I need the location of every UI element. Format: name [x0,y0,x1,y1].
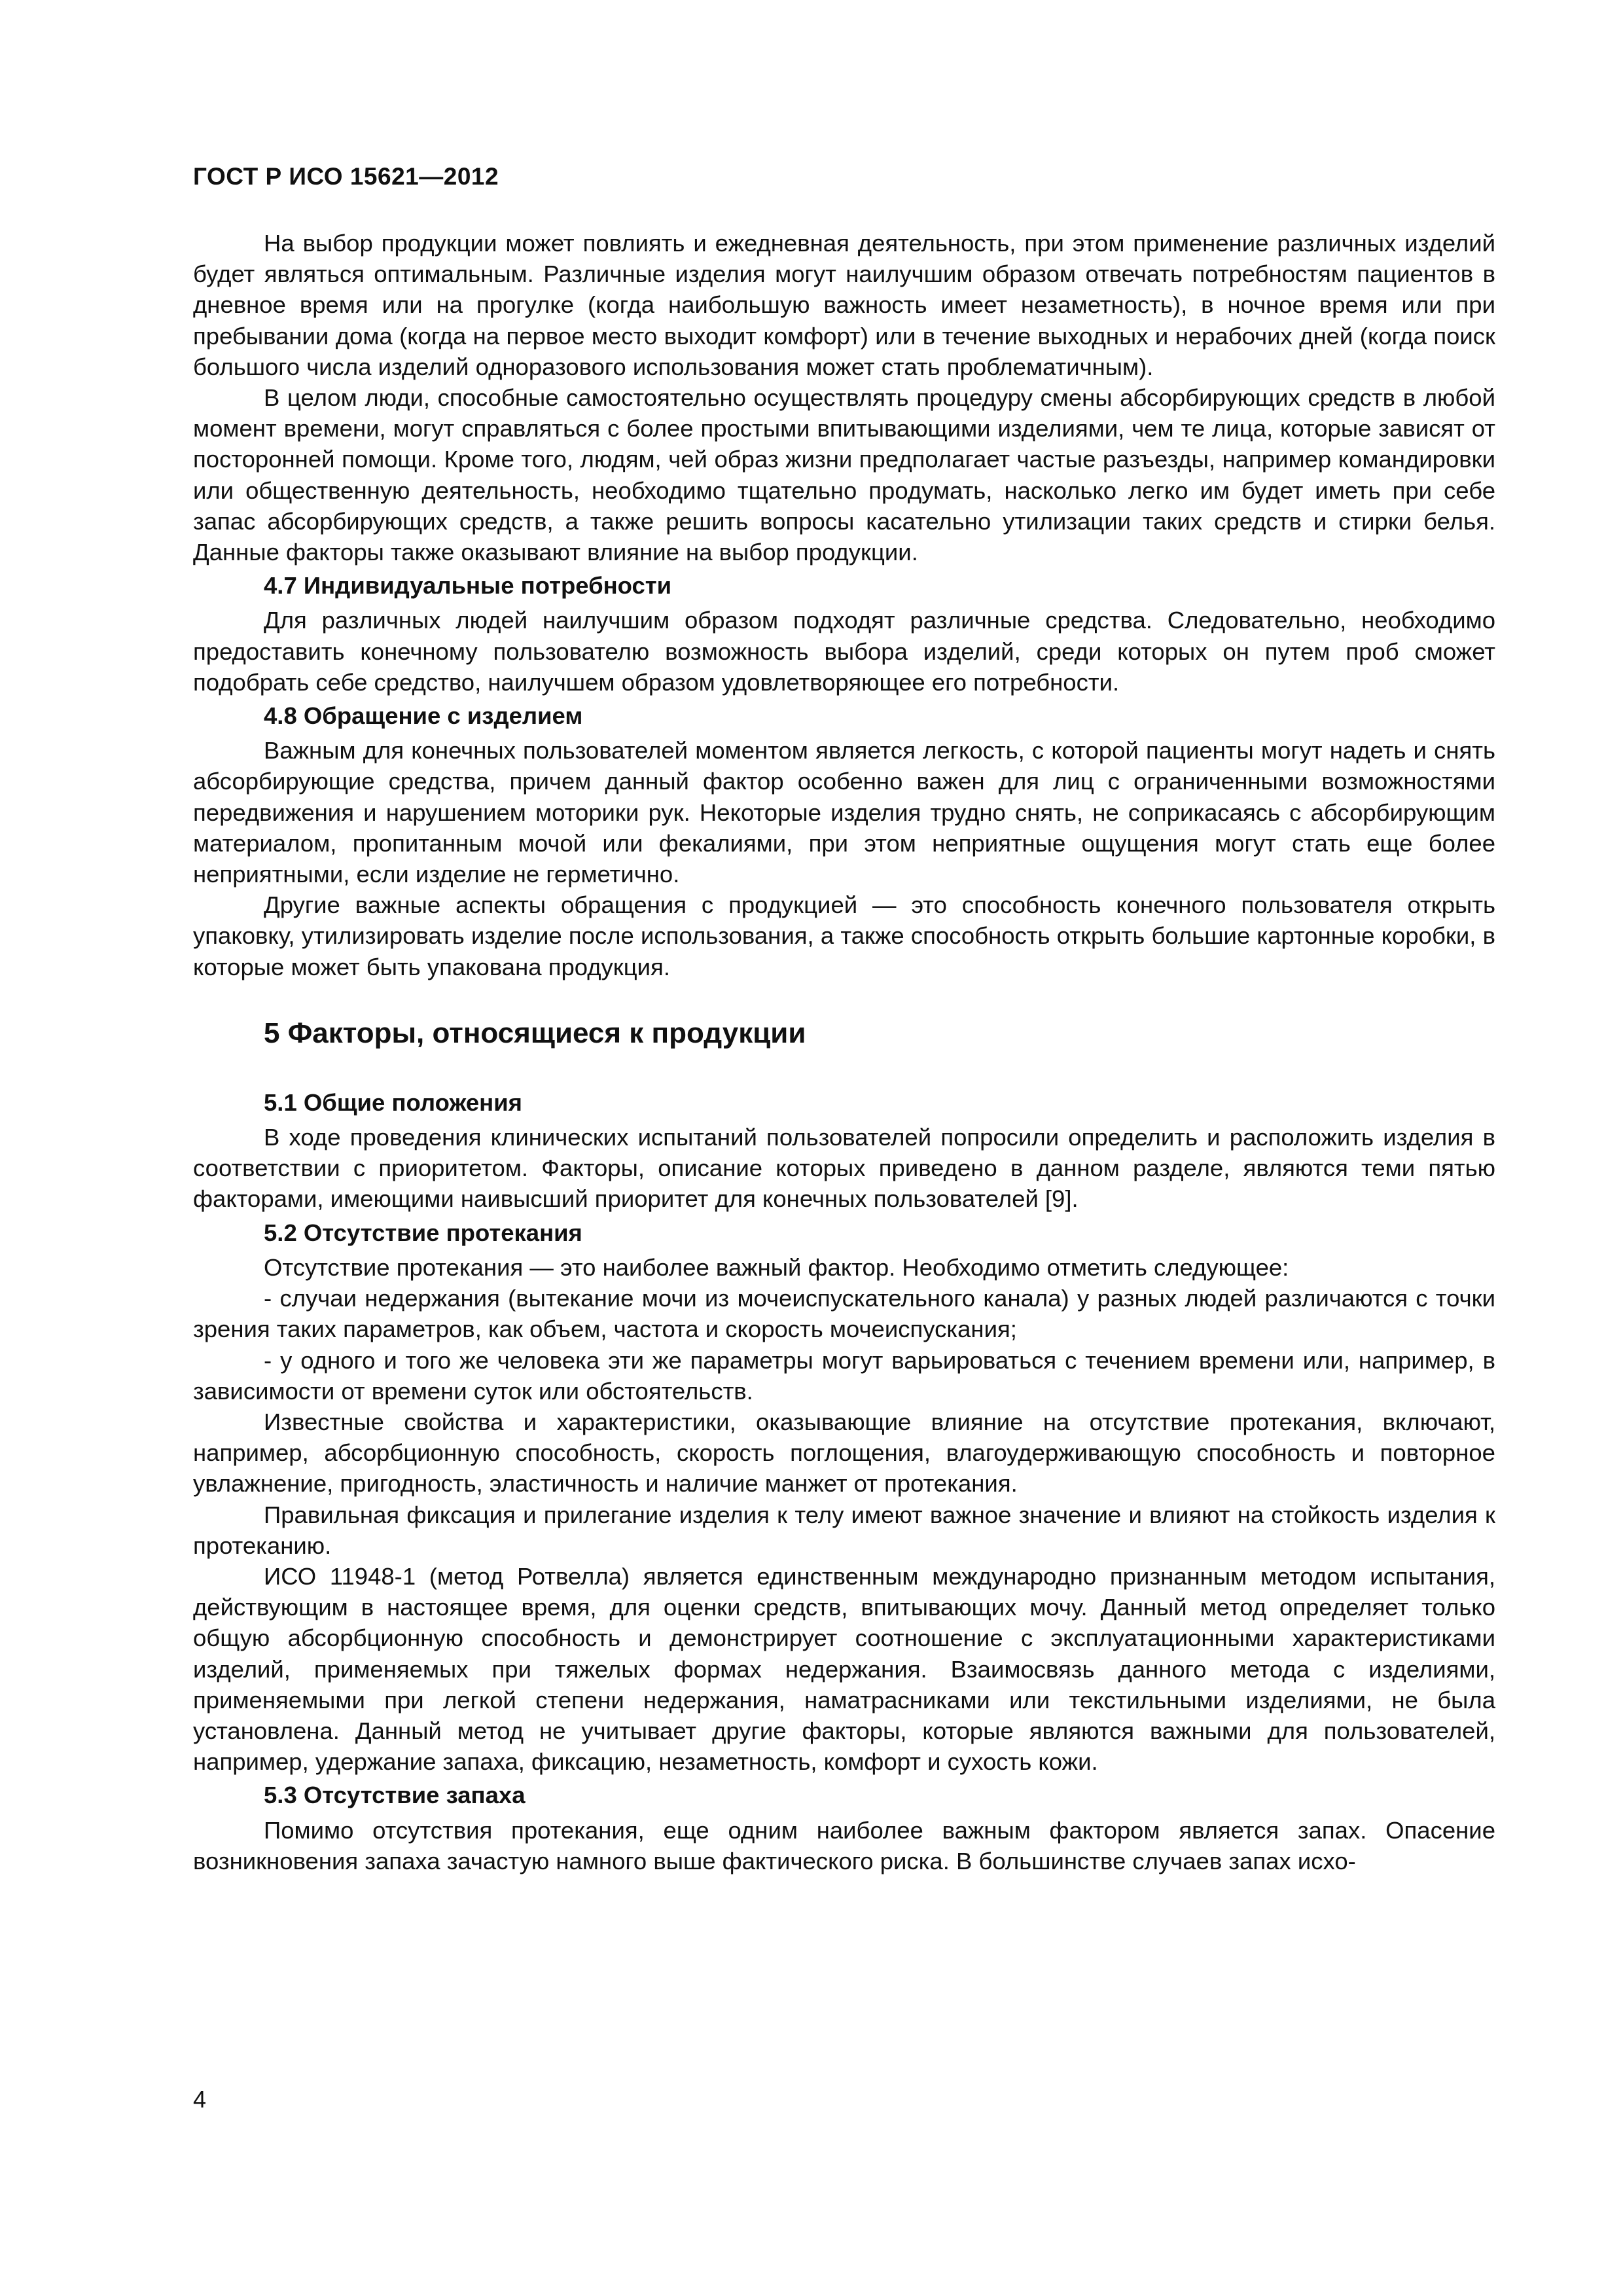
paragraph: ИСО 11948-1 (метод Ротвелла) является единственным международно признанным методом испытания, действующим в настоящее время, для оценки средств, впитывающих мочу. Данный метод определяет только общую абсорбционную способность и демонстрирует соотношение с эксплуатационными характеристиками изделий, применяемых при тяжелых формах недержания. Взаимосвязь данного метода с изделиями, применяемыми при легкой степени недержания, наматрасниками или текстильными изделиями, не была установлена. Данный метод не учитывает другие факторы, которые являются важными для пользователей, например, удержание запаха, фиксацию, незаметность, комфорт и сухость кожи. [193,1562,1495,1776]
chapter-heading-5: 5 Факторы, относящиеся к продукции [264,1016,806,1049]
section-heading-5-3: 5.3 Отсутствие запаха [264,1782,526,1809]
section-heading-4-8: 4.8 Обращение с изделием [264,702,583,730]
paragraph: Для различных людей наилучшим образом подходят различные средства. Следовательно, необходимо предоставить конечному пользователю возможность выбора изделий, среди которых он путем проб сможет подобрать себе средство, наилучшем образом удовлетворяющее его потребности. [193,607,1495,696]
document-body [193,228,1495,1876]
section-heading-5-1: 5.1 Общие положения [264,1088,522,1116]
document-page [193,0,1495,2296]
paragraph: На выбор продукции может повлиять и ежедневная деятельность, при этом применение различных изделий будет являться оптимальным. Различные изделия могут наилучшим образом отвечать потребностям пациентов в дневное время или на прогулке (когда наибольшую важность имеет незаметность), в ночное время или при пребывании дома (когда на первое место выходит комфорт) или в течение выходных и нерабочих дней (когда поиск большого числа изделий одноразового использования может стать проблематичным). [193,230,1495,380]
section-heading-4-7: 4.7 Индивидуальные потребности [264,572,672,600]
paragraph: Другие важные аспекты обращения с продукцией — это способность конечного пользователя открыть упаковку, утилизировать изделие после использования, а также способность открыть большие картонные коробки, в которые может быть упакована продукция. [193,891,1495,980]
document-header: ГОСТ Р ИСО 15621—2012 [193,163,499,190]
page-number: 4 [193,2086,207,2113]
paragraph: В целом люди, способные самостоятельно осуществлять процедуру смены абсорбирующих средств в любой момент времени, могут справляться с более простыми впитывающими изделиями, чем те лица, которые зависят от посторонней помощи. Кроме того, людям, чей образ жизни предполагает частые разъезды, например командировки или общественную деятельность, необходимо тщательно продумать, насколько легко им будет иметь при себе запас абсорбирующих средств, а также решить вопросы касательно утилизации таких средств и стирки белья. Данные факторы также оказывают влияние на выбор продукции. [193,384,1495,566]
paragraph: Важным для конечных пользователей моментом является легкость, с которой пациенты могут надеть и снять абсорбирующие средства, причем данный фактор особенно важен для лиц с ограниченными возможностями передвижения и нарушением моторики рук. Некоторые изделия трудно снять, не соприкасаясь с абсорбирующим материалом, пропитанным мочой или фекалиями, при этом неприятные ощущения могут стать еще более неприятными, если изделие не герметично. [193,737,1495,888]
list-item: - случаи недержания (вытекание мочи из мочеиспускательного канала) у разных людей различаются с точки зрения таких параметров, как объем, частота и скорость мочеиспускания; [193,1285,1495,1343]
paragraph: Отсутствие протекания — это наиболее важный фактор. Необходимо отметить следующее: [264,1253,1289,1281]
paragraph: Известные свойства и характеристики, оказывающие влияние на отсутствие протекания, включают, например, абсорбционную способность, скорость поглощения, влагоудерживающую способность и повторное увлажнение, пригодность, эластичность и наличие манжет от протекания. [193,1408,1495,1498]
paragraph: Правильная фиксация и прилегание изделия к телу имеют важное значение и влияют на стойкость изделия к протеканию. [193,1501,1495,1559]
section-heading-5-2: 5.2 Отсутствие протекания [264,1219,582,1246]
list-item: - у одного и того же человека эти же параметры могут варьироваться с течением времени или, например, в зависимости от времени суток или обстоятельств. [193,1346,1495,1405]
paragraph: В ходе проведения клинических испытаний пользователей попросили определить и расположить изделия в соответствии с приоритетом. Факторы, описание которых приведено в данном разделе, являются теми пятью факторами, имеющими наивысший приоритет для конечных пользователей [9]. [193,1124,1495,1213]
paragraph: Помимо отсутствия протекания, еще одним наиболее важным фактором является запах. Опасение возникновения запаха зачастую намного выше фактического риска. В большинстве случаев запах исхо- [193,1816,1495,1874]
